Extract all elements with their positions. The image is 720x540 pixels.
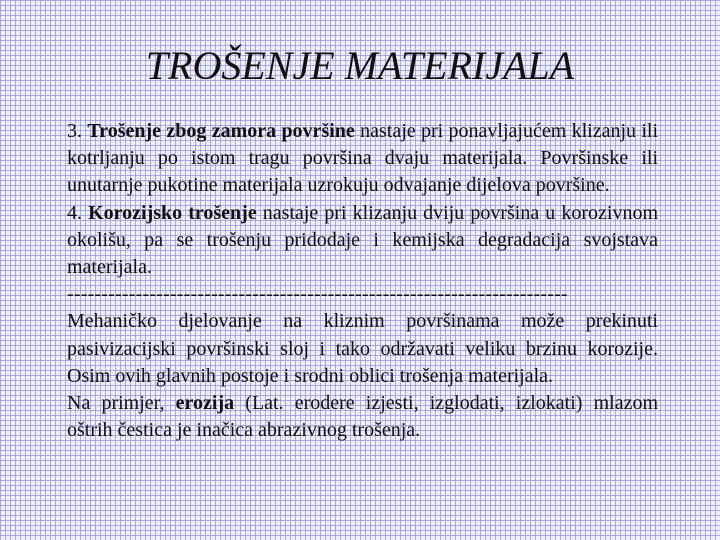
paragraph-text: Na primjer, xyxy=(67,392,176,415)
term-erosion: erozija xyxy=(175,392,235,415)
paragraph-text: nastaje pri ponavljajućem klizanju ili kotrljanju po istom tragu površina dvaju materijala. Površinske ili unutarnje pukotine materijala uzrokuju odvajanje dijelova površine. xyxy=(67,120,659,197)
paragraph-erosion xyxy=(67,390,658,444)
paragraph-mechanical-action: Mehaničko djelovanje na kliznim površinama može prekinuti pasivizacijski površinski sloj i tako održavati veliku brzinu korozije. Osim ovih glavnih postoje i srodni oblici trošenja materijala. xyxy=(67,310,658,387)
paragraph-number: 3. xyxy=(67,120,88,142)
paragraph-number: 4. xyxy=(67,201,89,224)
paragraph-corrosive-wear xyxy=(67,200,658,282)
paragraph-text: nastaje pri klizanju dviju površina u korozivnom okolišu, pa se trošenju pridodaje i kemijska degradacija svojstava materijala. xyxy=(67,201,659,279)
slide-content xyxy=(67,118,658,444)
term-corrosive-wear: Korozijsko trošenje xyxy=(88,201,257,224)
paragraph-text: (Lat. erodere izjesti, izglodati, izlokati) mlazom oštrih čestica je inačica abrazivnog trošenja. xyxy=(67,392,658,442)
dashed-divider: ------------------------------------------------------------------------- xyxy=(67,283,568,306)
paragraph-fatigue-wear xyxy=(67,118,658,200)
term-fatigue-wear: Trošenje zbog zamora površine xyxy=(87,120,355,142)
slide-title: TROŠENJE MATERIJALA xyxy=(145,43,575,88)
